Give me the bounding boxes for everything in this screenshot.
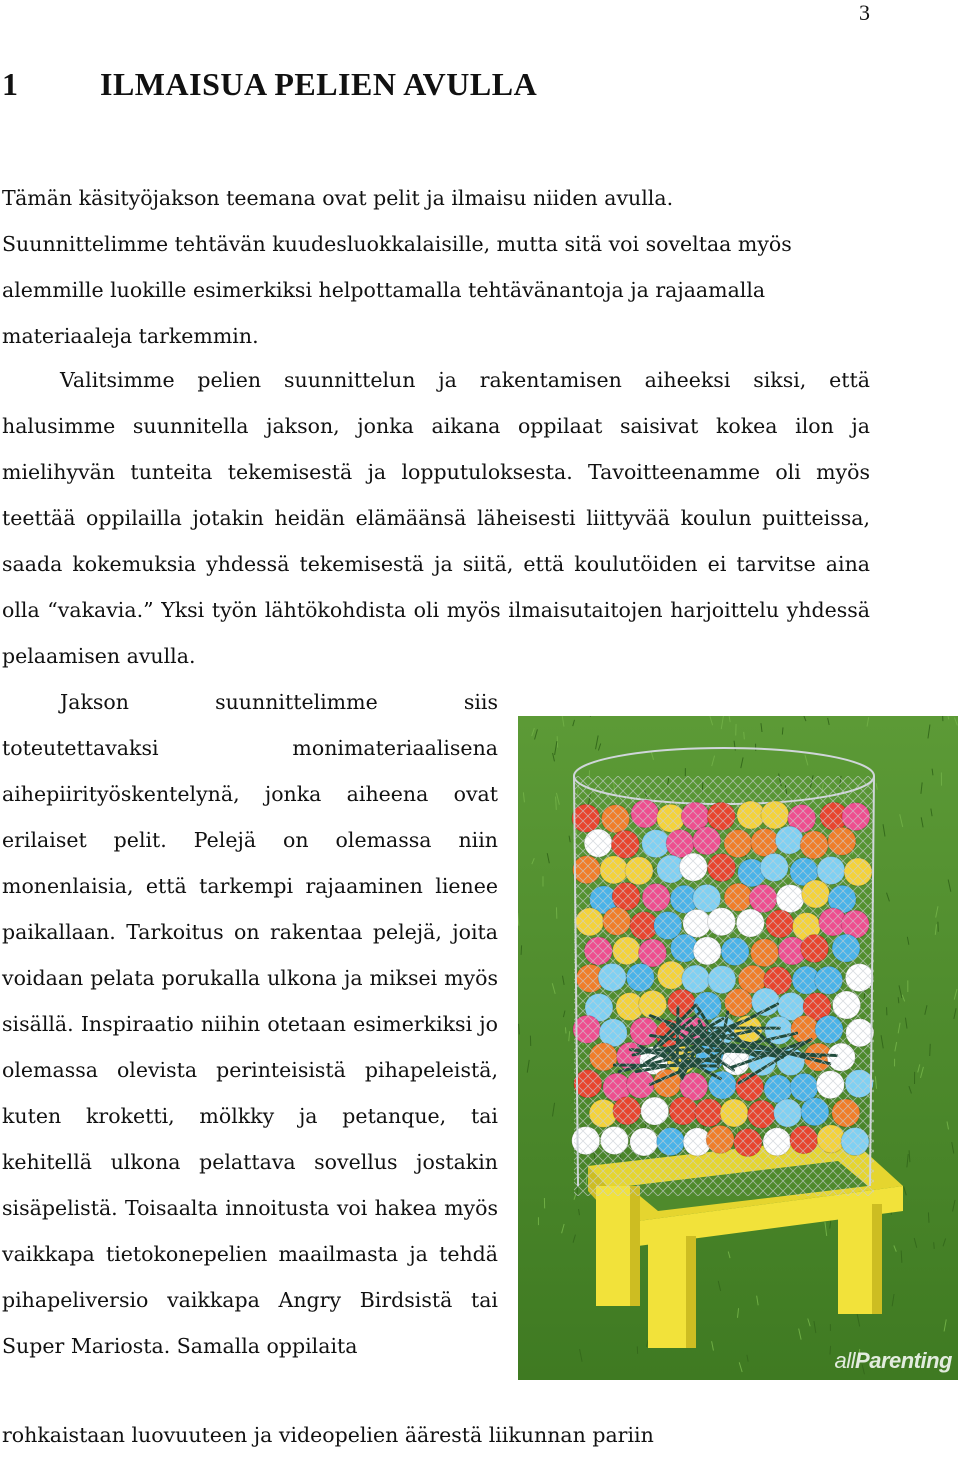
chapter-heading [2,66,537,103]
kerplunk-game-photo [518,716,958,1380]
photo-watermark: allParenting [835,1348,952,1374]
intro-paragraph: Tämän käsityöjakson teemana ovat pelit ja ilmaisu niiden avulla. Suunnittelimme tehtävän kuudesluokkalaisille, mutta sitä voi soveltaa myös alemmille luokille esimerkiksi helpottamalla tehtävänantoja ja rajaamalla materiaaleja tarkemmin. [2,175,842,359]
plan-paragraph: Jakson suunnittelimme siis toteutettavaksi monimateriaalisena aihepiirityöskentelynä, jonka aiheena ovat erilaiset pelit. Pelejä on olemassa niin monenlaisia, että tarkempi rajaaminen lienee paikallaan. Tarkoitus on rakentaa pelejä, joita voidaan pelata porukalla ulkona ja miksei myös sisällä. Inspiraatio niihin otetaan esimerkiksi jo olemassa olevista perinteisistä pihapeleistä, kuten kroketti, mölkky ja petanque, tai kehitellä ulkona pelattava sovellus jostakin sisäpelistä. Toisaalta innoitusta voi hakea myös vaikkapa tietokonepelien maailmasta ja tehdä pihapeliversio vaikkapa Angry Birdsistä tai Super Mariosta. Samalla oppilaita [2,679,498,1369]
chapter-number: 1 [2,66,100,103]
page-number: 3 [859,0,870,26]
goals-paragraph: Valitsimme pelien suunnittelun ja rakentamisen aiheeksi siksi, että halusimme suunnitella jakson, jonka aikana oppilaat saisivat kokea ilon ja mielihyvän tunteita tekemisestä ja lopputuloksesta. Tavoitteenamme oli myös teettää oppilailla jotakin heidän elämäänsä läheisesti liittyvää koulun puitteissa, saada kokemuksia yhdessä tekemisestä ja siitä, että koulutöiden ei tarvitse aina olla “vakavia.” Yksi työn lähtökohdista oli myös ilmaisutaitojen harjoittelu yhdessä pelaamisen avulla. [2,357,870,679]
plan-paragraph-continuation: rohkaistaan luovuuteen ja videopelien äärestä liikunnan pariin [2,1412,722,1458]
chapter-title: ILMAISUA PELIEN AVULLA [100,66,537,102]
photo-illustration [518,716,958,1380]
wire-mesh-cage [574,776,874,1196]
